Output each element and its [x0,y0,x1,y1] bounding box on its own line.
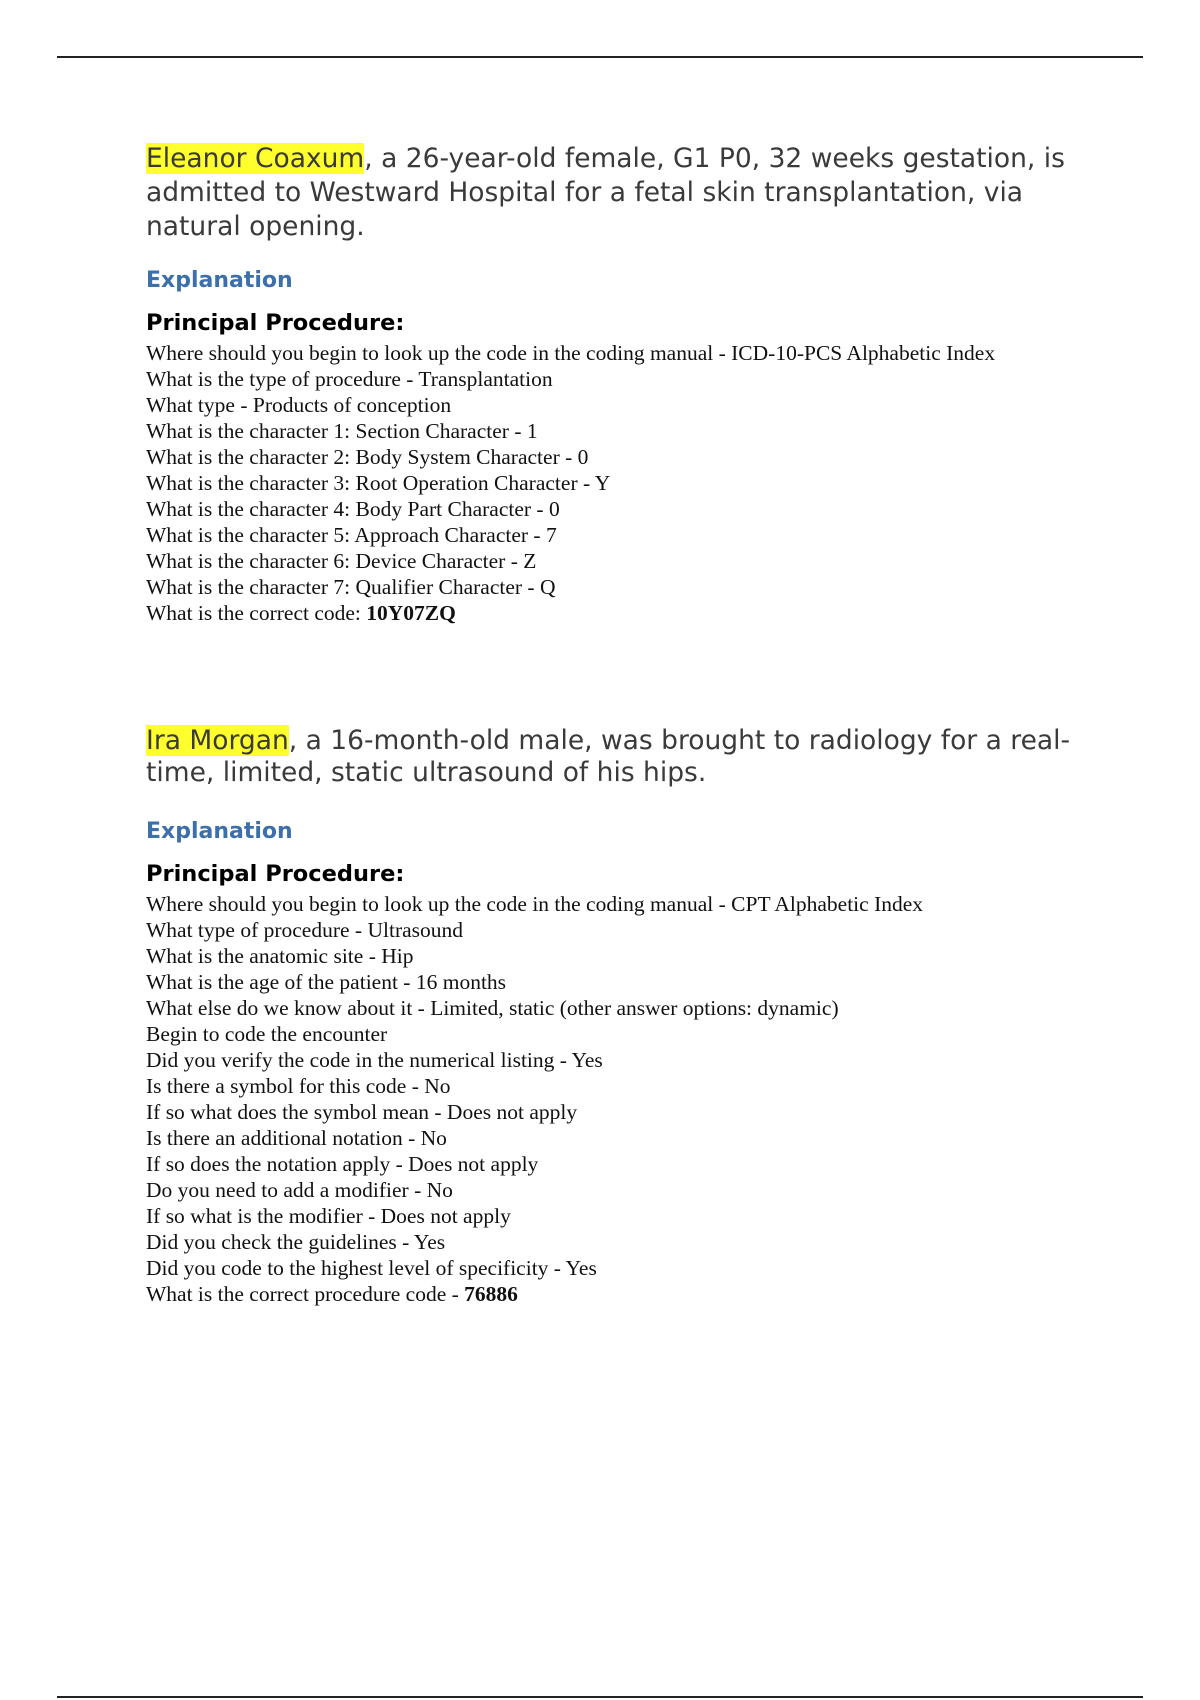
correct-code-prefix: What is the correct code: [146,601,367,625]
correct-code-line [146,1281,1106,1307]
procedure-step: Where should you begin to look up the code in the coding manual - CPT Alphabetic Index [146,892,924,916]
case-scenario [146,725,1106,789]
patient-name-highlight: Ira Morgan [146,725,289,756]
procedure-step: What is the character 1: Section Character - 1 [146,419,538,443]
patient-name-highlight: Eleanor Coaxum [146,143,365,174]
procedure-step: Did you check the guidelines - Yes [146,1230,446,1254]
procedure-step: Do you need to add a modifier - No [146,1178,453,1202]
procedure-step: If so what is the modifier - Does not apply [146,1204,511,1228]
procedure-step: What is the character 6: Device Character - Z [146,549,537,573]
principal-procedure-heading: Principal Procedure: [146,861,405,887]
procedure-step: Is there a symbol for this code - No [146,1074,451,1098]
procedure-step: What is the character 3: Root Operation Character - Y [146,471,611,495]
correct-code-line [146,600,1106,626]
procedure-step: What is the type of procedure - Transplantation [146,367,553,391]
principal-procedure-heading: Principal Procedure: [146,310,405,336]
header-rule [57,56,1143,58]
procedure-step: If so does the notation apply - Does not apply [146,1152,539,1176]
procedure-step: Did you verify the code in the numerical listing - Yes [146,1048,603,1072]
procedure-step: Begin to code the encounter [146,1022,388,1046]
procedure-step: Did you code to the highest level of specificity - Yes [146,1256,597,1280]
procedure-step: Where should you begin to look up the code in the coding manual - ICD-10-PCS Alphabetic Index [146,341,996,365]
procedure-step: What type - Products of conception [146,393,452,417]
procedure-step: What is the character 4: Body Part Character - 0 [146,497,560,521]
procedure-step: What is the character 7: Qualifier Character - Q [146,575,556,599]
procedure-step: What is the anatomic site - Hip [146,944,414,968]
procedure-steps [146,891,1106,1307]
scenario-text: , a 26-year-old female, G1 P0, 32 weeks gestation, is admitted to Westward Hospital for a fetal skin transplantation, via natural opening. [146,143,1065,242]
scenario-text: , a 16-month-old male, was brought to radiology for a real-time, limited, static ultrasound of his hips. [146,725,1071,788]
procedure-step: Is there an additional notation - No [146,1126,447,1150]
case-ira-morgan [146,725,1106,1307]
procedure-step: If so what does the symbol mean - Does not apply [146,1100,578,1124]
footer-rule [57,1696,1143,1698]
procedure-step: What is the character 5: Approach Character - 7 [146,523,557,547]
correct-code-value: 10Y07ZQ [366,601,456,625]
procedure-steps [146,340,1106,626]
procedure-step: What is the character 2: Body System Character - 0 [146,445,589,469]
explanation-label: Explanation [146,268,293,293]
correct-code-prefix: What is the correct procedure code - [146,1282,465,1306]
procedure-step: What type of procedure - Ultrasound [146,918,464,942]
case-eleanor-coaxum [146,142,1106,626]
correct-code-value: 76886 [464,1282,518,1306]
procedure-step: What is the age of the patient - 16 months [146,970,507,994]
case-scenario [146,142,1106,244]
explanation-label: Explanation [146,819,293,844]
procedure-step: What else do we know about it - Limited, static (other answer options: dynamic) [146,996,839,1020]
